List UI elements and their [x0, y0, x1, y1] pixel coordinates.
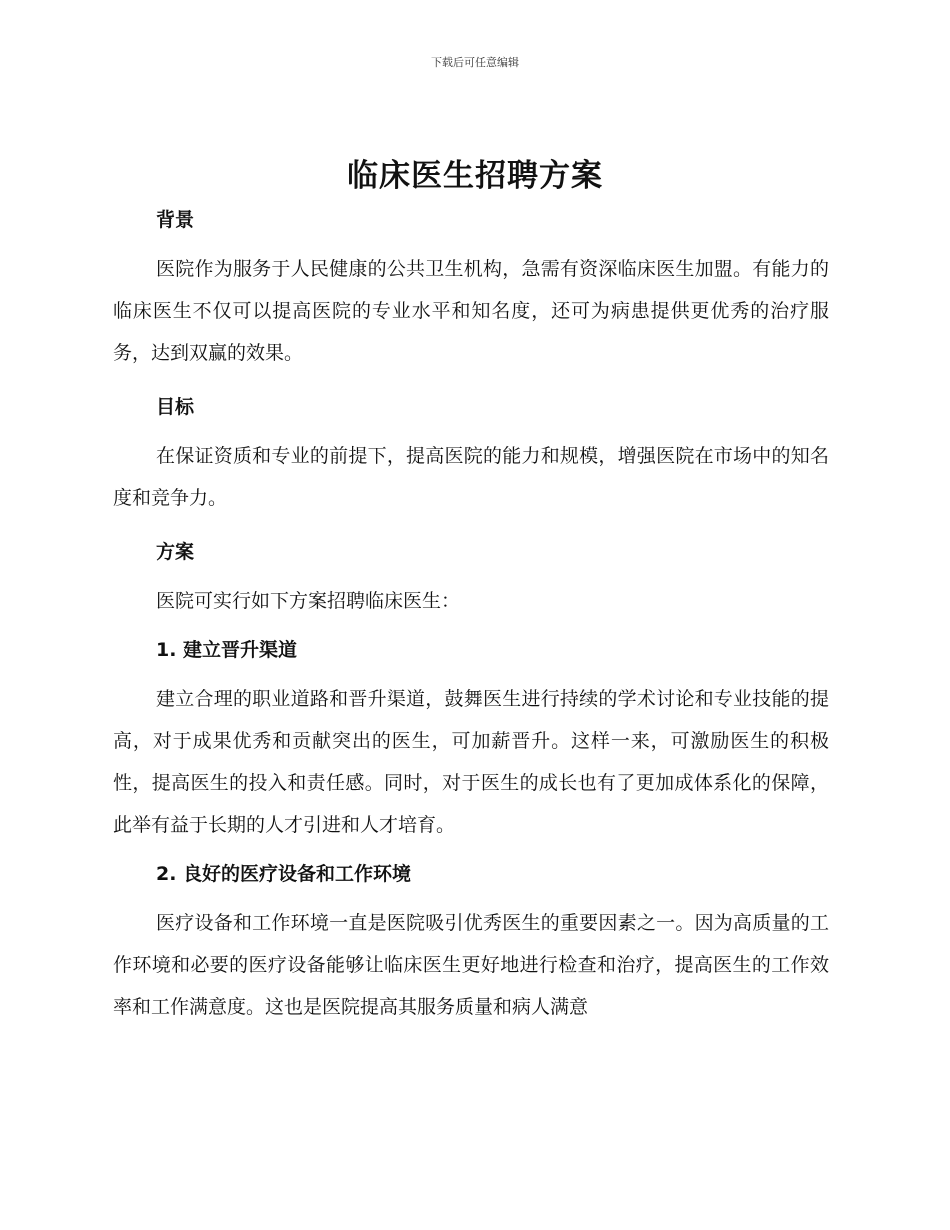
- paragraph: 建立合理的职业道路和晋升渠道，鼓舞医生进行持续的学术讨论和专业技能的提高，对于成果优秀和贡献突出的医生，可加薪晋升。这样一来，可激励医生的积极性，提高医生的投入和责任感。同时，对于医生的成长也有了更加成体系化的保障，此举有益于长期的人才引进和人才培育。: [113, 688, 829, 836]
- paragraph: 医疗设备和工作环境一直是医院吸引优秀医生的重要因素之一。因为高质量的工作环境和必要的医疗设备能够让临床医生更好地进行检查和治疗，提高医生的工作效率和工作满意度。这也是医院提高其服务质量和病人满意: [113, 912, 829, 1018]
- section-heading: 背景: [156, 209, 195, 231]
- document-body: [113, 200, 829, 1028]
- paragraph: 在保证资质和专业的前提下，提高医院的能力和规模，增强医院在市场中的知名度和竞争力。: [113, 445, 829, 509]
- section-background: [113, 200, 829, 374]
- section-heading: 1. 建立晋升渠道: [156, 639, 298, 661]
- section-heading: 2. 良好的医疗设备和工作环境: [156, 863, 412, 885]
- document-title: 临床医生招聘方案: [347, 158, 603, 194]
- section-equipment-environment: [113, 854, 829, 1028]
- section-heading: 目标: [156, 396, 195, 418]
- section-promotion-channel: [113, 630, 829, 846]
- paragraph: 医院可实行如下方案招聘临床医生：: [156, 590, 461, 612]
- header-note: 下载后可任意编辑: [431, 56, 519, 69]
- section-goal: [113, 387, 829, 519]
- paragraph: 医院作为服务于人民健康的公共卫生机构，急需有资深临床医生加盟。有能力的临床医生不仅可以提高医院的专业水平和知名度，还可为病患提供更优秀的治疗服务，达到双赢的效果。: [113, 258, 829, 364]
- section-plan: [113, 532, 829, 622]
- section-heading: 方案: [156, 541, 195, 563]
